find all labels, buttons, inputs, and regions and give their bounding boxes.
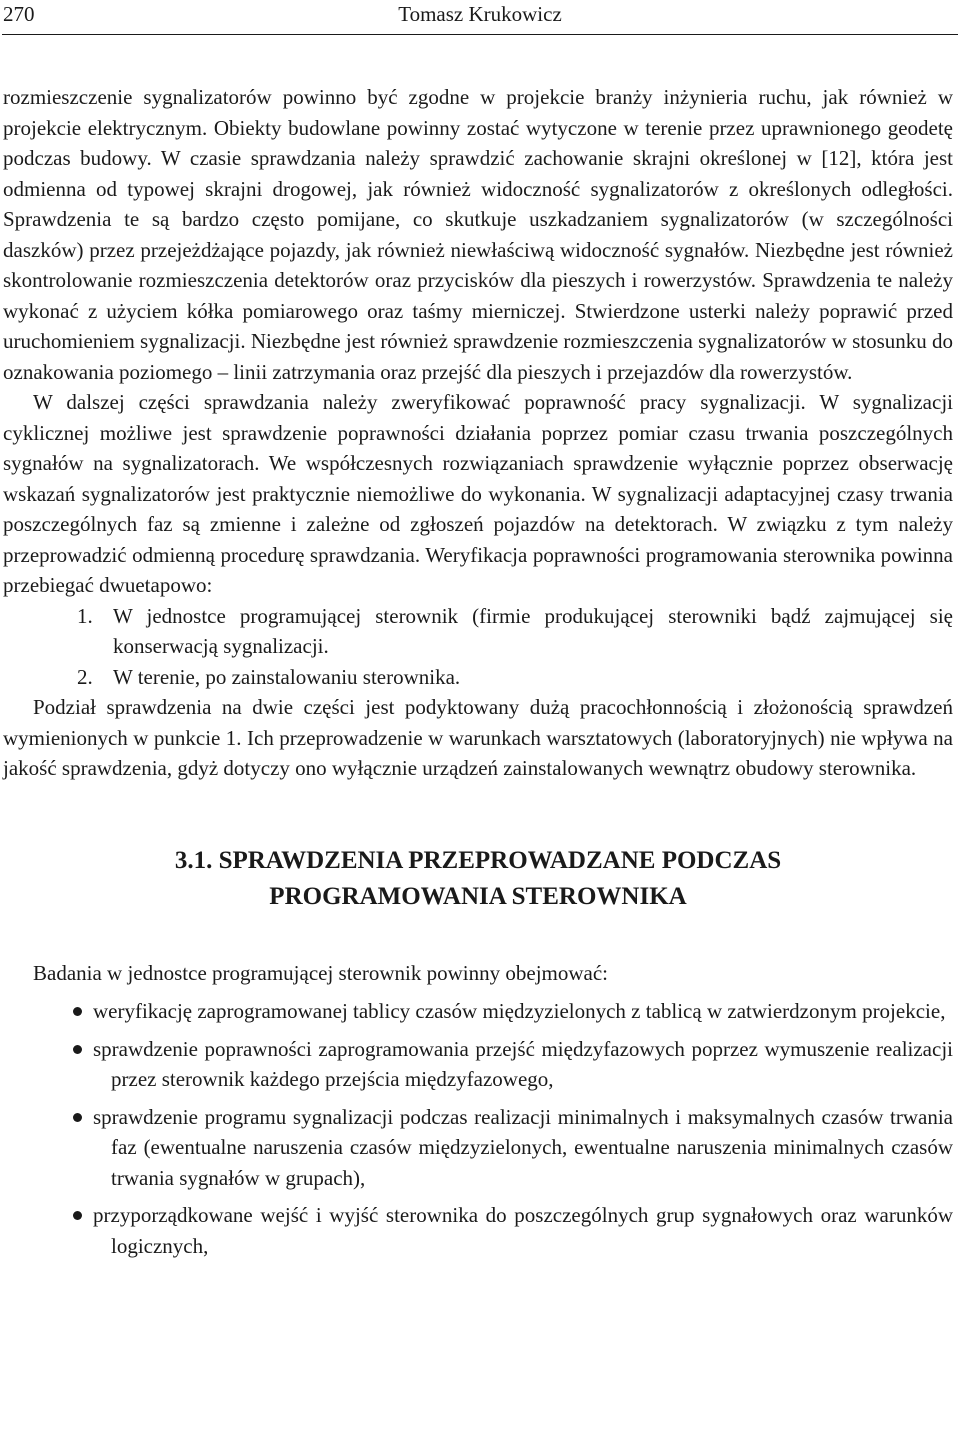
list-item xyxy=(77,662,953,693)
list-item-text: W terenie, po zainstalowaniu sterownika. xyxy=(113,664,461,689)
list-item-text: W jednostce programującej sterownik (firmie produkującej sterowniki bądź zajmującej się konserwacją sygnalizacji. xyxy=(113,603,953,658)
list-number: 1. xyxy=(77,603,93,628)
bullet-icon xyxy=(73,1045,82,1054)
list-item xyxy=(93,996,953,1027)
section-heading xyxy=(3,843,953,915)
page-header xyxy=(0,0,960,34)
section-heading-line-1: 3.1. SPRAWDZENIA PRZEPROWADZANE PODCZAS xyxy=(174,846,782,874)
page-number: 270 xyxy=(3,2,35,26)
section-intro: Badania w jednostce programującej sterownik powinny obejmować: xyxy=(33,960,608,985)
bullet-text: przyporządkowane wejść i wyjść sterownika do poszczególnych grup sygnałowych oraz warunków logicznych, xyxy=(93,1203,953,1258)
bullet-text: sprawdzenie poprawności zaprogramowania przejść międzyfazowych poprzez wymuszenie realizacji przez sterownik każdego przejścia międzyfazowego, xyxy=(93,1036,953,1091)
list-item xyxy=(93,1102,953,1194)
paragraph-1: rozmieszczenie sygnalizatorów powinno być zgodne w projekcie branży inżynieria ruchu, jak również w projekcie elektrycznym. Obiekty budowlane powinny zostać wytyczone w terenie przez uprawnionego geodetę podczas budowy. W czasie sprawdzania należy sprawdzić zachowanie skrajni określonej w [12], która jest odmienna od typowej skrajni drogowej, jak również widoczność sygnalizatorów z określonych odległości. Sprawdzenia te są bardzo często pomijane, co skutkuje uszkadzaniem sygnalizatorów (w szczególności daszków) przez przejeżdżające pojazdy, jak również niewłaściwą widoczność sygnałów. Niezbędne jest również skontrolowanie rozmieszczenia detektorów oraz przycisków dla pieszych i rowerzystów. Sprawdzenia te należy wykonać z użyciem kółka pomiarowego oraz taśmy mierniczej. Stwierdzone usterki należy poprawić przed uruchomieniem sygnalizacji. Niezbędne jest również sprawdzenie rozmieszczenia sygnalizatorów w stosunku do oznakowania poziomego – linii zatrzymania oraz przejść dla pieszych i przejazdów dla rowerzystów. xyxy=(3,85,953,384)
bullet-icon xyxy=(73,1113,82,1122)
header-rule xyxy=(2,34,958,35)
running-head-author: Tomasz Krukowicz xyxy=(398,2,562,26)
numbered-list xyxy=(3,601,953,693)
list-number: 2. xyxy=(77,664,93,689)
bullet-icon xyxy=(73,1007,82,1016)
bullet-text: sprawdzenie programu sygnalizacji podczas realizacji minimalnych i maksymalnych czasów trwania faz (ewentualne naruszenia czasów międzyzielonych, ewentualne naruszenia minimalnych czasów trwania sygnałów w grupach), xyxy=(93,1104,953,1190)
bullet-text: weryfikację zaprogramowanej tablicy czasów międzyzielonych z tablicą w zatwierdzonym projekcie, xyxy=(93,999,946,1023)
paragraph-2: W dalszej części sprawdzania należy zweryfikować poprawność pracy sygnalizacji. W sygnalizacji cyklicznej możliwe jest sprawdzenie poprawności działania poprzez pomiar czasu trwania poszczególnych sygnałów na sygnalizatorach. We współczesnych rozwiązaniach sprawdzenie wyłącznie poprzez obserwację wskazań sygnalizatorów jest praktycznie niemożliwe do wykonania. W sygnalizacji adaptacyjnej czasy trwania poszczególnych faz są zmienne i zależne od zgłoszeń pojazdów na detektorach. W związku z tym należy przeprowadzić odmienną procedurę sprawdzania. Weryfikacja poprawności programowania sterownika powinna przebiegać dwuetapowo: xyxy=(3,390,953,597)
list-item xyxy=(93,1034,953,1095)
list-item xyxy=(93,1200,953,1261)
bullet-list xyxy=(3,996,953,1261)
page-body xyxy=(3,82,953,1268)
bullet-icon xyxy=(73,1211,82,1220)
section-heading-line-2: PROGRAMOWANIA STEROWNIKA xyxy=(269,882,687,910)
list-item xyxy=(77,601,953,662)
paragraph-3: Podział sprawdzenia na dwie części jest podyktowany dużą pracochłonnością i złożonością sprawdzeń wymienionych w punkcie 1. Ich przeprowadzenie w warunkach warsztatowych (laboratoryjnych) nie wpływa na jakość sprawdzenia, gdyż dotyczy ono wyłącznie urządzeń zainstalowanych wewnątrz obudowy sterownika. xyxy=(3,695,953,780)
